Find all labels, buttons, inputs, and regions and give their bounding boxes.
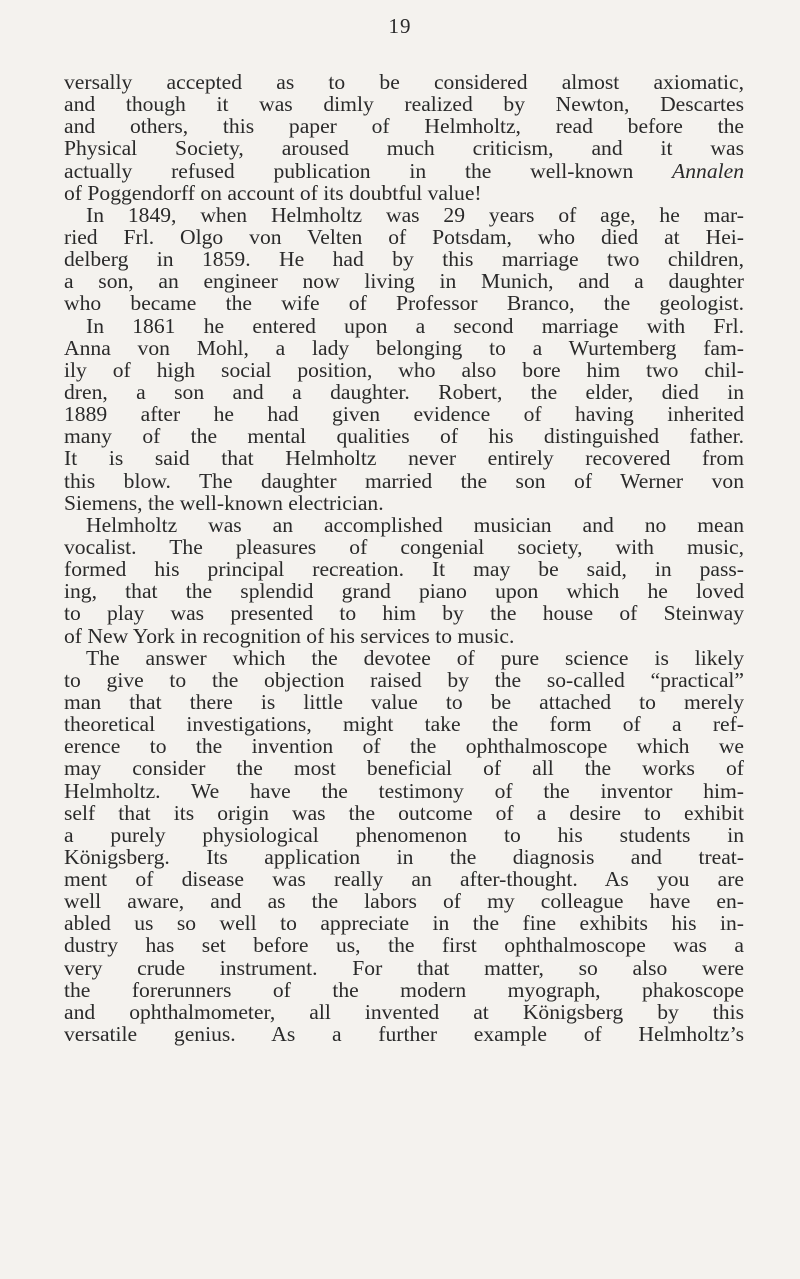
text-line: formed his principal recreation. It may be said, in pass- <box>64 557 744 582</box>
text-line: It is said that Helmholtz never entirely recovered from <box>64 446 744 471</box>
text-line: delberg in 1859. He had by this marriage two children, <box>64 247 744 272</box>
text-line: ing, that the splendid grand piano upon which he loved <box>64 579 744 604</box>
text-line: very crude instrument. For that matter, so also were <box>64 955 744 980</box>
text-line: theoretical investigations, might take the form of a ref- <box>64 712 744 737</box>
text-line: dustry has set before us, the first ophthalmoscope was a <box>64 933 744 958</box>
text-line: Helmholtz. We have the testimony of the inventor him- <box>64 778 744 803</box>
body-text <box>64 71 744 1045</box>
text-line: versally accepted as to be considered almost axiomatic, <box>64 70 744 94</box>
text-line: In 1849, when Helmholtz was 29 years of age, he mar- <box>86 202 744 227</box>
text-line: erence to the invention of the ophthalmoscope which we <box>64 734 744 759</box>
text-line: ily of high social position, who also bore him two chil- <box>64 357 744 382</box>
journal-title: Annalen <box>672 158 744 183</box>
text-line: well aware, and as the labors of my colleague have en- <box>64 889 744 914</box>
text-line: The answer which the devotee of pure science is likely <box>86 645 744 670</box>
text-line: to give to the objection raised by the so-called “practical” <box>64 667 744 692</box>
text-line: a son, an engineer now living in Munich, and a daughter <box>64 269 744 294</box>
text-line: ried Frl. Olgo von Velten of Potsdam, who died at Hei- <box>64 224 744 249</box>
text-line: ment of disease was really an after-thought. As you are <box>64 867 744 892</box>
text-line: 1889 after he had given evidence of having inherited <box>64 402 744 427</box>
text-line: Physical Society, aroused much criticism, and it was <box>64 136 744 161</box>
text-line: and though it was dimly realized by Newton, Descartes <box>64 92 744 117</box>
text-line: a purely physiological phenomenon to his students in <box>64 822 744 847</box>
text-line: and ophthalmometer, all invented at Königsberg by this <box>64 999 744 1024</box>
text-line: actually refused publication in the well-known Annalen <box>64 158 744 183</box>
text-line: the forerunners of the modern myograph, phakoscope <box>64 977 744 1002</box>
text-line: who became the wife of Professor Branco, the geologist. <box>64 291 744 316</box>
text-line: Königsberg. Its application in the diagnosis and treat- <box>64 844 744 869</box>
text-line: this blow. The daughter married the son of Werner von <box>64 468 744 493</box>
text-line: Anna von Mohl, a lady belonging to a Wurtemberg fam- <box>64 335 744 360</box>
text-line: Siemens, the well-known electrician. <box>64 490 384 515</box>
text-line: of New York in recognition of his services to music. <box>64 623 515 648</box>
text-line: man that there is little value to be attached to merely <box>64 689 744 714</box>
text-line: and others, this paper of Helmholtz, read before the <box>64 114 744 139</box>
text-line: versatile genius. As a further example of Helmholtz’s <box>64 1022 744 1047</box>
text-line: many of the mental qualities of his distinguished father. <box>64 424 744 449</box>
text-line: Helmholtz was an accomplished musician and no mean <box>86 512 744 537</box>
text-line: self that its origin was the outcome of a desire to exhibit <box>64 800 744 825</box>
text-line: of Poggendorff on account of its doubtful value! <box>64 180 482 205</box>
text-line: vocalist. The pleasures of congenial society, with music, <box>64 534 744 559</box>
text-line: may consider the most beneficial of all the works of <box>64 756 744 781</box>
text-line: In 1861 he entered upon a second marriage with Frl. <box>86 313 744 338</box>
text-line: to play was presented to him by the house of Steinway <box>64 601 744 626</box>
page-number: 19 <box>388 14 412 38</box>
text-line: dren, a son and a daughter. Robert, the elder, died in <box>64 379 744 404</box>
text-line: abled us so well to appreciate in the fine exhibits his in- <box>64 911 744 936</box>
